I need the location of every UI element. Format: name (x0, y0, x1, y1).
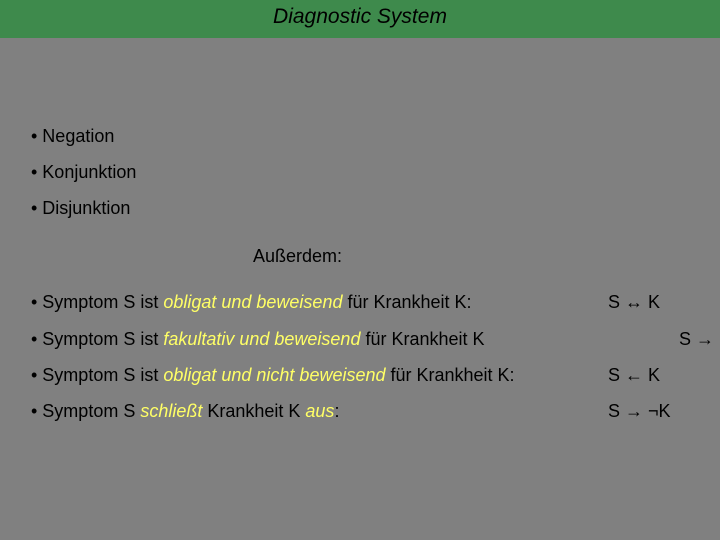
formula-reverse-implication: S ← K (608, 365, 661, 385)
statement-suffix: für Krankheit K: (342, 292, 472, 312)
formula-equivalence: S ↔ K (608, 292, 661, 312)
bullet-konjunktion: • Konjunktion (31, 162, 137, 182)
formula-implication-partial: S → (679, 329, 715, 349)
statement-middle: Krankheit K (202, 401, 306, 421)
statement-suffix: für Krankheit K (360, 329, 485, 349)
statement-schliesst-aus (31, 400, 339, 422)
statement-suffix: für Krankheit K: (385, 365, 515, 385)
statement-emphasis: obligat und beweisend (163, 292, 343, 312)
statement-suffix: : (334, 401, 340, 421)
statement-prefix: • Symptom S ist (31, 292, 164, 312)
statement-prefix: • Symptom S (31, 401, 141, 421)
statement-emphasis: fakultativ und beweisend (163, 329, 361, 349)
statement-obligat-beweisend (31, 291, 472, 313)
slide-title: Diagnostic System (273, 5, 447, 28)
statement-prefix: • Symptom S ist (31, 365, 164, 385)
bullet-disjunktion: • Disjunktion (31, 198, 131, 218)
statement-prefix: • Symptom S ist (31, 329, 164, 349)
statement-emphasis: obligat und nicht beweisend (163, 365, 386, 385)
statement-fakultativ-beweisend (31, 328, 485, 350)
statement-emphasis: schließt (140, 401, 203, 421)
statement-emphasis-2: aus (305, 401, 335, 421)
statement-obligat-nicht-beweisend (31, 364, 515, 386)
bullet-negation: • Negation (31, 126, 115, 146)
ausserdem-label: Außerdem: (253, 246, 343, 266)
formula-negated-implication: S → ¬K (608, 401, 671, 421)
